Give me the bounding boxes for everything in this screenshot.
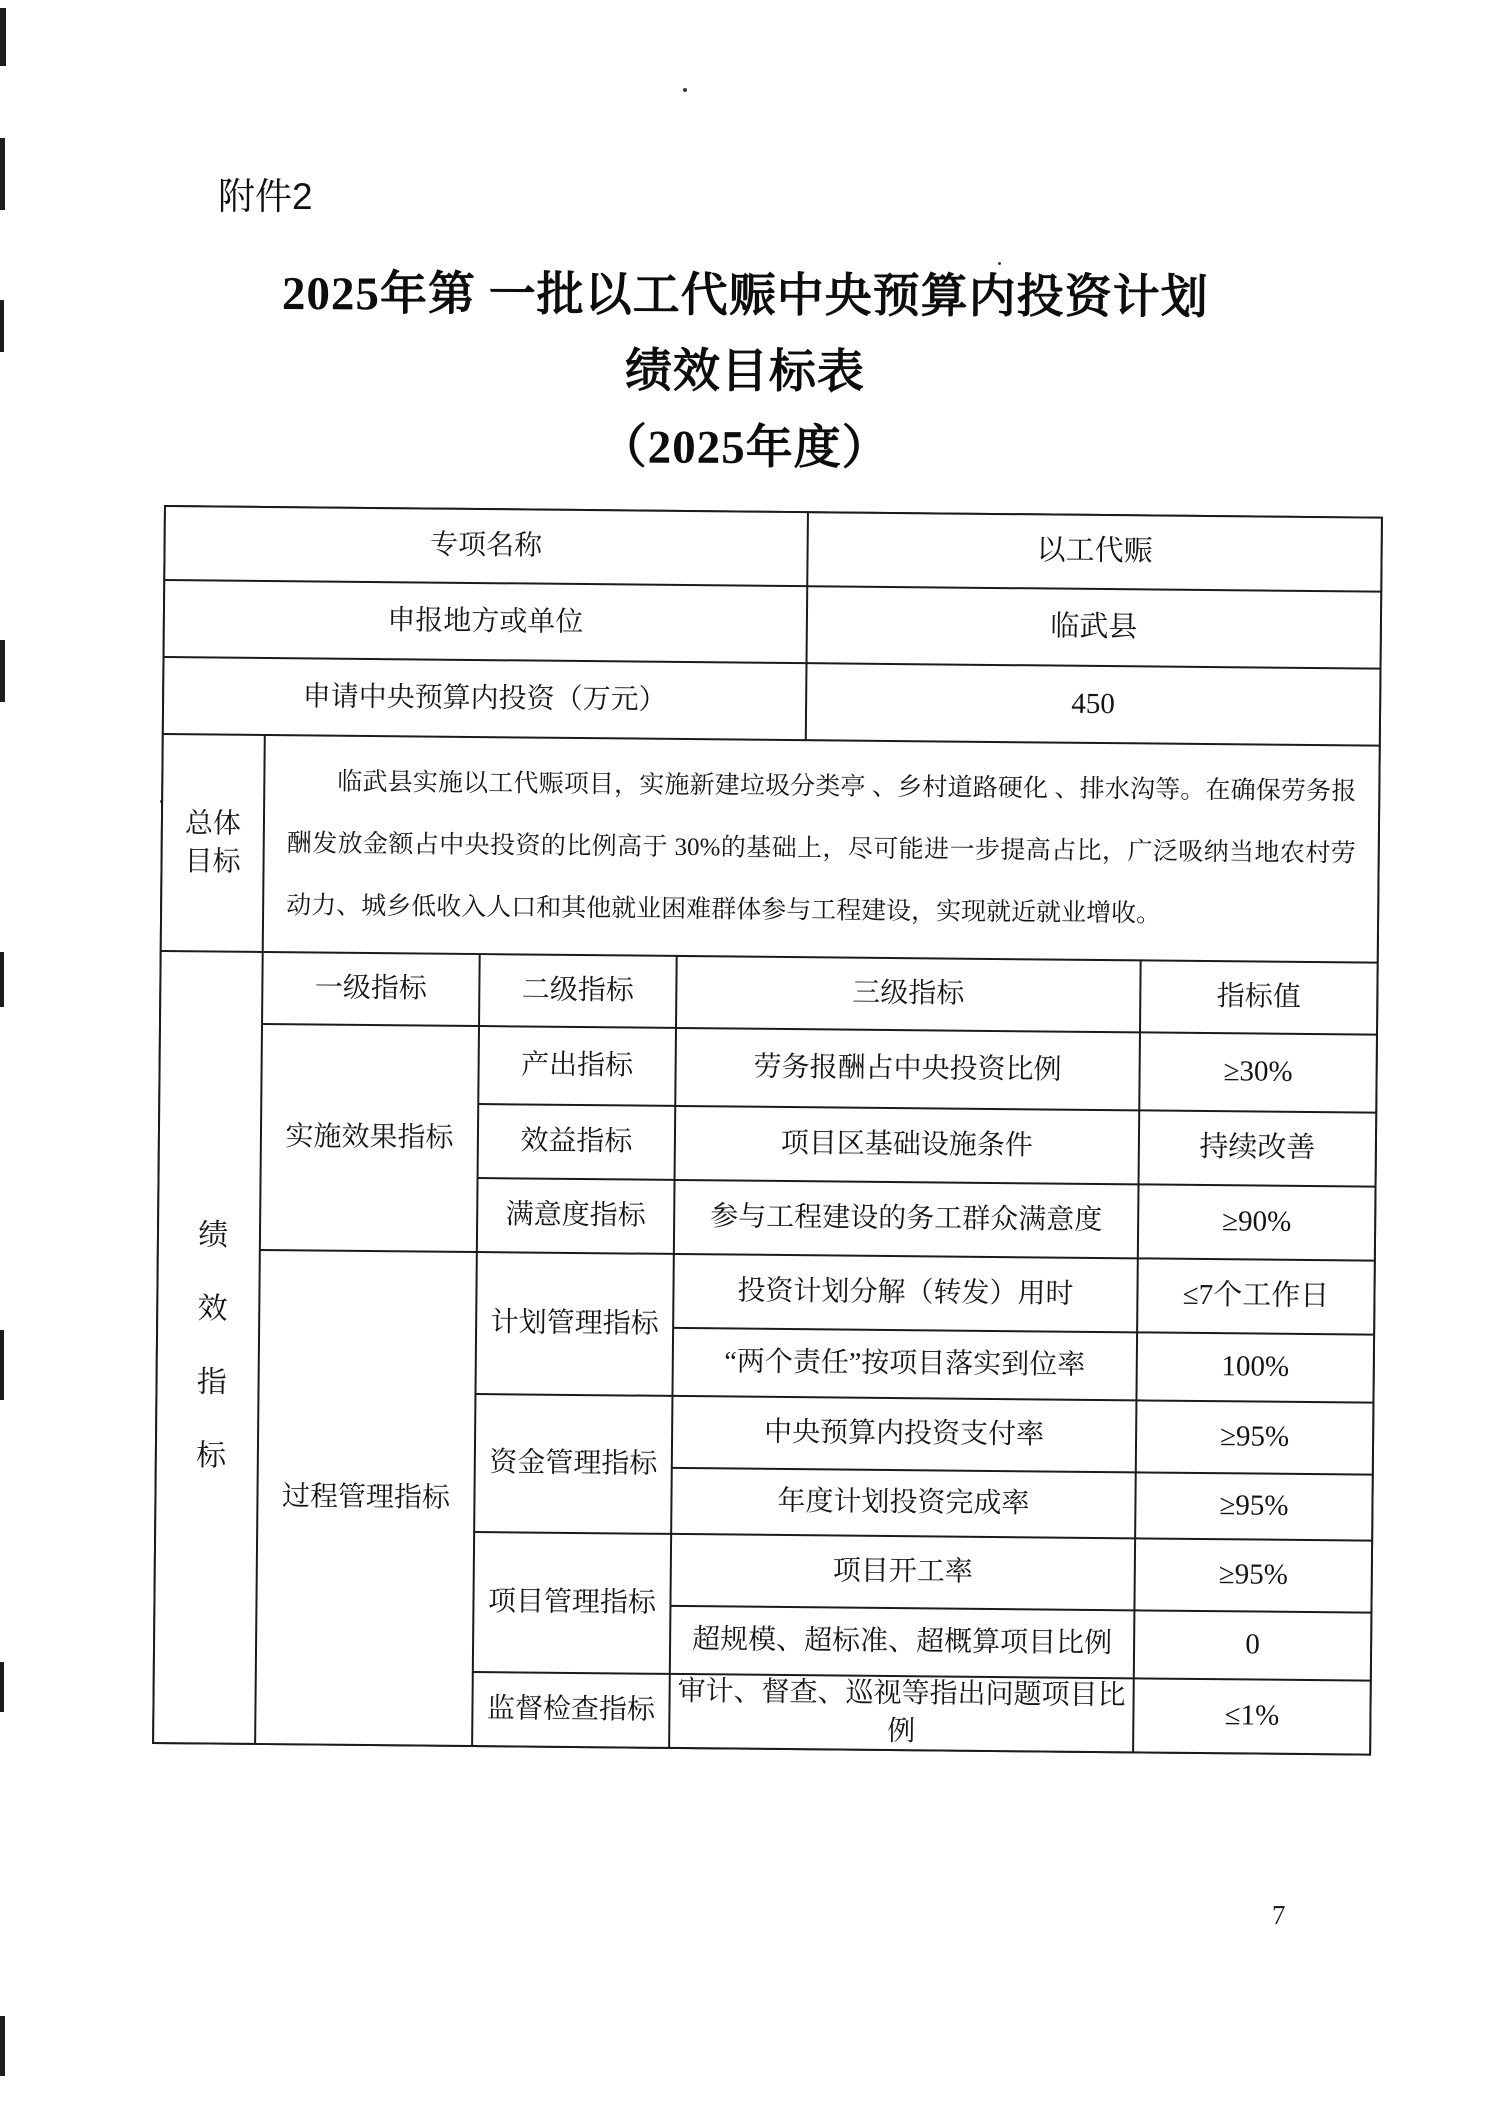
level3-labor-pay-ratio: 劳务报酬占中央投资比例 [676, 1029, 1139, 1109]
performance-goals-table [152, 505, 1383, 1756]
scan-artifact [0, 952, 4, 1007]
level3-worker-satisfaction: 参与工程建设的务工群众满意度 [675, 1181, 1138, 1257]
level2-supervision: 监督检查指标 [473, 1673, 669, 1747]
level2-plan-management: 计划管理指标 [476, 1253, 672, 1395]
value-payment-rate: ≥95% [1137, 1401, 1373, 1473]
info-value-special-project: 以工代赈 [808, 513, 1381, 590]
title-line-1: 2025年第 一批以工代赈中央预算内投资计划 [281, 267, 1209, 325]
level2-project-management: 项目管理指标 [474, 1533, 670, 1673]
info-label-applicant: 申报地方或单位 [165, 581, 807, 662]
value-annual-completion-rate: ≥95% [1136, 1473, 1372, 1539]
level3-project-start-rate: 项目开工率 [671, 1535, 1134, 1609]
value-audit-problem-ratio: ≤1% [1134, 1679, 1370, 1753]
level2-satisfaction: 满意度指标 [478, 1179, 674, 1253]
info-value-investment: 450 [807, 664, 1380, 744]
title-line-2: 绩效目标表 [624, 345, 866, 399]
value-worker-satisfaction: ≥90% [1139, 1185, 1375, 1259]
header-value: 指标值 [1141, 961, 1377, 1033]
info-value-applicant: 临武县 [808, 587, 1381, 667]
level3-audit-problem-ratio: 审计、督查、巡视等指出问题项目比例 [670, 1675, 1133, 1751]
scan-artifact [0, 138, 5, 210]
level3-plan-decompose-time: 投资计划分解（转发）用时 [674, 1255, 1137, 1331]
level3-payment-rate: 中央预算内投资支付率 [673, 1397, 1136, 1471]
value-project-start-rate: ≥95% [1135, 1539, 1371, 1611]
value-two-responsibilities: 100% [1137, 1333, 1373, 1401]
header-level1: 一级指标 [263, 953, 479, 1025]
level1-effect-indicators: 实施效果指标 [261, 1025, 478, 1251]
level3-annual-completion-rate: 年度计划投资完成率 [672, 1469, 1135, 1537]
info-label-special-project: 专项名称 [165, 507, 807, 585]
value-plan-decompose-time: ≤7个工作日 [1138, 1259, 1374, 1333]
level1-process-management: 过程管理指标 [256, 1251, 476, 1745]
level2-benefit: 效益指标 [479, 1105, 675, 1179]
value-over-scale-ratio: 0 [1135, 1611, 1371, 1679]
value-infrastructure: 持续改善 [1140, 1111, 1376, 1185]
level3-over-scale-ratio: 超规模、超标准、超概算项目比例 [671, 1607, 1134, 1677]
performance-indicators-side-label: 绩效指标 [154, 952, 262, 1743]
overall-goal-label [162, 735, 264, 951]
header-level2: 二级指标 [480, 955, 676, 1027]
title-line-3: （2025年度） [599, 421, 890, 475]
level2-fund-management: 资金管理指标 [475, 1395, 671, 1533]
overall-goal-cell [264, 736, 1379, 962]
scan-artifact [0, 1662, 4, 1712]
level3-two-responsibilities: “两个责任”按项目落实到位率 [673, 1329, 1136, 1399]
scan-artifact [0, 640, 5, 702]
scan-artifact [683, 88, 687, 92]
scan-artifact [0, 2016, 5, 2076]
overall-goal-text: 临武县实施以工代赈项目，实施新建垃圾分类亭 、乡村道路硬化 、排水沟等。在确保劳务报酬发放金额占中央投资的比例高于 30%的基础上，尽可能进一步提高占比，广泛吸纳当地农村劳动力、城乡低收入人口和其他就业困难群体参与工程建设，实现就近就业增收。 [286, 768, 1357, 928]
header-level3: 三级指标 [677, 957, 1140, 1031]
level3-infrastructure: 项目区基础设施条件 [676, 1107, 1139, 1183]
scan-artifact [0, 8, 6, 66]
attachment-label: 附件2 [218, 176, 313, 217]
info-label-investment: 申请中央预算内投资（万元） [164, 658, 806, 739]
value-labor-pay-ratio: ≥30% [1140, 1033, 1376, 1111]
document-title [0, 255, 1490, 489]
page-number: 7 [1272, 1900, 1286, 1930]
scan-artifact [0, 1330, 4, 1400]
overall-goal-label-text: 总体目标 [184, 807, 242, 878]
level2-output: 产出指标 [479, 1027, 675, 1105]
